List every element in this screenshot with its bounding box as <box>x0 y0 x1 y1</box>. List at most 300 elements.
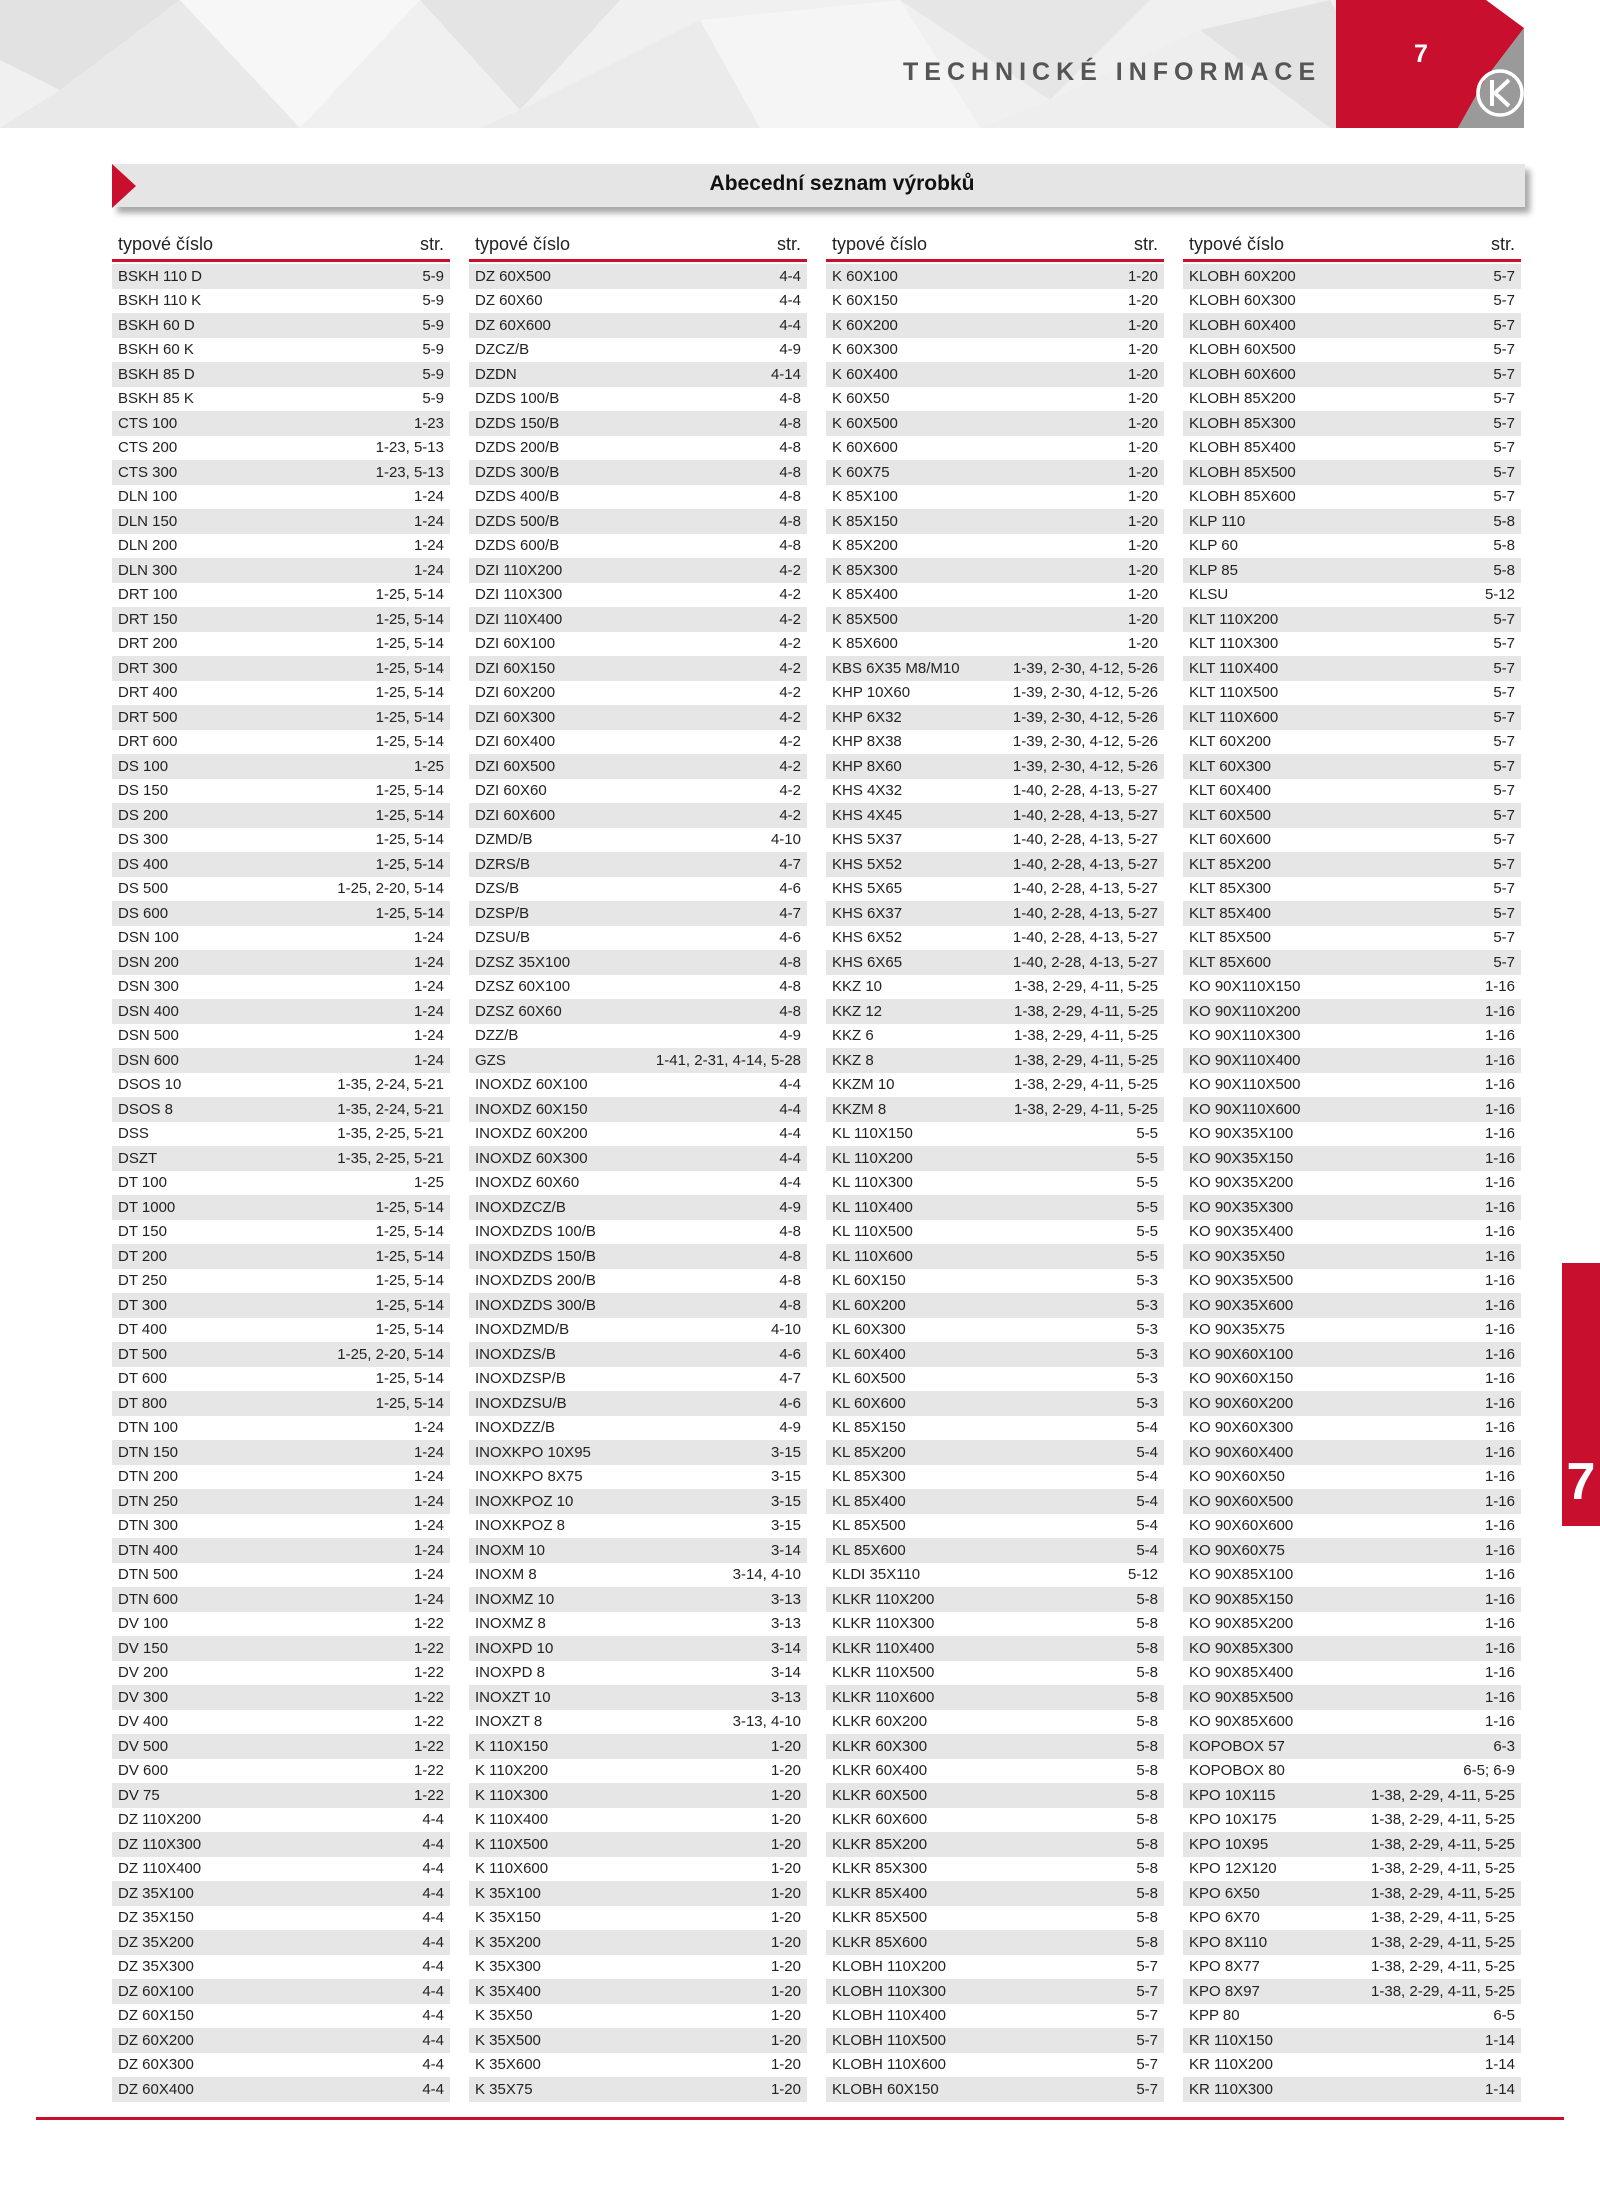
table-row <box>1183 1710 1521 1735</box>
product-code: DRT 200 <box>118 635 178 653</box>
product-page-ref: 1-25, 5-14 <box>375 1272 444 1290</box>
product-code: KO 90X35X50 <box>1189 1247 1285 1265</box>
product-code: KO 90X110X400 <box>1189 1051 1301 1069</box>
table-row <box>469 1489 807 1514</box>
product-code: INOXDZ 60X300 <box>475 1149 588 1167</box>
product-code: INOXDZDS 300/B <box>475 1296 596 1314</box>
product-page-ref: 1-20 <box>1127 390 1158 408</box>
product-code: INOXDZSP/B <box>475 1370 566 1388</box>
product-page-ref: 5-7 <box>1493 463 1515 481</box>
product-page-ref: 4-4 <box>779 1100 801 1118</box>
table-row <box>112 1563 450 1588</box>
product-code: DZI 110X300 <box>475 586 563 604</box>
table-row <box>469 1391 807 1416</box>
product-code: KLOBH 110X400 <box>832 2007 946 2025</box>
product-page-ref: 4-8 <box>779 537 801 555</box>
table-row <box>112 1097 450 1122</box>
column-header-page: str. <box>776 234 801 254</box>
product-page-ref: 1-20 <box>1127 463 1158 481</box>
product-page-ref: 4-4 <box>422 1958 444 1976</box>
product-page-ref: 1-20 <box>1127 365 1158 383</box>
table-row <box>469 1122 807 1147</box>
product-page-ref: 4-4 <box>422 1860 444 1878</box>
product-page-ref: 4-7 <box>779 904 801 922</box>
product-page-ref: 5-12 <box>1127 1566 1158 1584</box>
product-page-ref: 1-16 <box>1484 1174 1515 1192</box>
table-row <box>826 289 1164 314</box>
product-code: KO 90X60X50 <box>1189 1468 1285 1486</box>
product-code: INOXDZ 60X200 <box>475 1125 588 1143</box>
table-row <box>112 1342 450 1367</box>
product-code: DSN 300 <box>118 978 179 996</box>
table-row <box>469 436 807 461</box>
product-code: KO 90X85X500 <box>1189 1688 1294 1706</box>
product-page-ref: 4-2 <box>779 684 801 702</box>
product-code: KO 90X60X400 <box>1189 1443 1294 1461</box>
table-row <box>469 583 807 608</box>
product-code: KL 85X150 <box>832 1419 906 1437</box>
table-row <box>469 1783 807 1808</box>
product-page-ref: 1-38, 2-29, 4-11, 5-25 <box>1371 1811 1515 1829</box>
product-code: KO 90X85X150 <box>1189 1590 1294 1608</box>
product-code: DZSZ 60X60 <box>475 1002 562 1020</box>
product-page-ref: 1-20 <box>1127 341 1158 359</box>
product-page-ref: 1-23, 5-13 <box>375 439 444 457</box>
table-row <box>469 877 807 902</box>
table-row <box>1183 1097 1521 1122</box>
table-row <box>112 877 450 902</box>
table-row <box>1183 754 1521 779</box>
product-page-ref: 1-20 <box>1127 635 1158 653</box>
table-row <box>112 1906 450 1931</box>
product-code: DZ 35X100 <box>118 1884 194 1902</box>
product-page-ref: 1-20 <box>770 1835 801 1853</box>
product-page-ref: 5-8 <box>1136 1909 1158 1927</box>
product-code: KLOBH 60X500 <box>1189 341 1296 359</box>
product-code: KKZ 10 <box>832 978 883 996</box>
product-page-ref: 5-7 <box>1493 929 1515 947</box>
table-row <box>112 558 450 583</box>
product-code: DRT 100 <box>118 586 178 604</box>
product-page-ref: 1-16 <box>1484 1688 1515 1706</box>
product-code: KO 90X110X600 <box>1189 1100 1301 1118</box>
product-code: DTN 600 <box>118 1590 179 1608</box>
product-page-ref: 1-38, 2-29, 4-11, 5-25 <box>1371 1786 1515 1804</box>
product-page-ref: 5-8 <box>1136 1737 1158 1755</box>
table-row <box>826 656 1164 681</box>
product-code: DZ 35X300 <box>118 1958 194 1976</box>
product-page-ref: 5-7 <box>1493 708 1515 726</box>
table-row <box>826 1685 1164 1710</box>
table-row <box>826 1759 1164 1784</box>
product-code: KLOBH 85X400 <box>1189 439 1296 457</box>
table-row <box>469 1342 807 1367</box>
table-row <box>112 1587 450 1612</box>
product-code: DV 200 <box>118 1664 169 1682</box>
product-code: DTN 250 <box>118 1492 179 1510</box>
table-row <box>826 1563 1164 1588</box>
product-code: KPO 8X97 <box>1189 1982 1260 2000</box>
product-page-ref: 1-16 <box>1484 1002 1515 1020</box>
product-page-ref: 1-38, 2-29, 4-11, 5-25 <box>1371 1909 1515 1927</box>
product-column-4 <box>1183 230 1521 2102</box>
product-page-ref: 5-7 <box>1136 2056 1158 2074</box>
product-code: DZ 60X150 <box>118 2007 194 2025</box>
table-row <box>469 1171 807 1196</box>
table-row <box>826 1195 1164 1220</box>
table-row <box>112 705 450 730</box>
product-page-ref: 5-8 <box>1493 512 1515 530</box>
product-page-ref: 1-20 <box>770 1884 801 1902</box>
product-page-ref: 5-8 <box>1136 1762 1158 1780</box>
table-row <box>1183 1146 1521 1171</box>
product-page-ref: 4-4 <box>422 1982 444 2000</box>
product-code: KLDI 35X110 <box>832 1566 921 1584</box>
table-row <box>826 754 1164 779</box>
product-page-ref: 3-15 <box>770 1443 801 1461</box>
product-page-ref: 5-7 <box>1493 341 1515 359</box>
table-row <box>112 901 450 926</box>
product-code: DZ 35X150 <box>118 1909 194 1927</box>
product-code: KLT 85X400 <box>1189 904 1272 922</box>
product-page-ref: 4-4 <box>422 2031 444 2049</box>
product-code: DZSZ 35X100 <box>475 953 571 971</box>
product-code: KPP 80 <box>1189 2007 1240 2025</box>
product-page-ref: 1-24 <box>413 1419 444 1437</box>
table-row <box>112 1734 450 1759</box>
table-row <box>1183 828 1521 853</box>
table-row <box>826 2053 1164 2078</box>
product-page-ref: 4-4 <box>779 316 801 334</box>
table-row <box>1183 411 1521 436</box>
product-page-ref: 5-7 <box>1493 806 1515 824</box>
product-code: KKZ 6 <box>832 1027 874 1045</box>
product-code: DT 250 <box>118 1272 167 1290</box>
table-row <box>469 632 807 657</box>
product-code: KLP 60 <box>1189 537 1238 555</box>
table-row <box>469 1367 807 1392</box>
table-row <box>112 1440 450 1465</box>
table-row <box>1183 1857 1521 1882</box>
table-row <box>112 460 450 485</box>
table-row <box>112 754 450 779</box>
product-code: DS 500 <box>118 880 169 898</box>
product-page-ref: 1-25, 5-14 <box>375 1394 444 1412</box>
table-row <box>469 779 807 804</box>
product-code: K 35X500 <box>475 2031 541 2049</box>
table-row <box>826 338 1164 363</box>
product-page-ref: 4-4 <box>779 1076 801 1094</box>
product-page-ref: 4-9 <box>779 341 801 359</box>
product-page-ref: 3-13 <box>770 1615 801 1633</box>
table-row <box>826 1122 1164 1147</box>
product-code: KO 90X60X300 <box>1189 1419 1294 1437</box>
table-row <box>1183 1538 1521 1563</box>
product-code: KLT 85X600 <box>1189 953 1272 971</box>
product-page-ref: 1-22 <box>413 1713 444 1731</box>
table-row <box>1183 1171 1521 1196</box>
table-row <box>826 1024 1164 1049</box>
product-code: KLOBH 85X500 <box>1189 463 1296 481</box>
product-code: K 85X600 <box>832 635 898 653</box>
product-code: DT 300 <box>118 1296 167 1314</box>
table-row <box>1183 1048 1521 1073</box>
table-row <box>112 436 450 461</box>
product-code: KL 60X150 <box>832 1272 906 1290</box>
product-page-ref: 1-20 <box>1127 316 1158 334</box>
product-page-ref: 5-9 <box>422 365 444 383</box>
table-row <box>826 1489 1164 1514</box>
product-code: K 60X75 <box>832 463 890 481</box>
product-code: KL 110X200 <box>832 1149 913 1167</box>
product-code: DZDS 200/B <box>475 439 560 457</box>
product-page-ref: 4-10 <box>770 831 801 849</box>
table-row <box>112 632 450 657</box>
product-code: DZSP/B <box>475 904 530 922</box>
product-page-ref: 5-7 <box>1493 757 1515 775</box>
product-page-ref: 1-16 <box>1484 1027 1515 1045</box>
table-row <box>469 1146 807 1171</box>
product-code: DZ 110X200 <box>118 1811 202 1829</box>
table-row <box>469 338 807 363</box>
product-page-ref: 1-25, 5-14 <box>375 1247 444 1265</box>
product-code: DZ 110X400 <box>118 1860 202 1878</box>
table-row <box>112 999 450 1024</box>
product-page-ref: 1-38, 2-29, 4-11, 5-25 <box>1371 1835 1515 1853</box>
table-row <box>469 1048 807 1073</box>
product-code: BSKH 60 D <box>118 316 195 334</box>
product-code: CTS 200 <box>118 439 178 457</box>
product-code: INOXPD 10 <box>475 1639 554 1657</box>
table-row <box>826 2004 1164 2029</box>
product-page-ref: 1-16 <box>1484 1443 1515 1461</box>
product-page-ref: 5-8 <box>1136 1590 1158 1608</box>
product-code: KLT 110X300 <box>1189 635 1279 653</box>
table-row <box>469 1612 807 1637</box>
product-code: KLT 85X500 <box>1189 929 1272 947</box>
document-title: Abecední seznam výrobků <box>709 172 975 195</box>
product-page-ref: 1-16 <box>1484 1566 1515 1584</box>
table-row <box>826 803 1164 828</box>
product-page-ref: 5-4 <box>1136 1419 1158 1437</box>
product-code: KLKR 60X400 <box>832 1762 928 1780</box>
product-page-ref: 4-4 <box>422 1933 444 1951</box>
product-code: KO 90X60X100 <box>1189 1345 1294 1363</box>
product-code: DS 600 <box>118 904 169 922</box>
product-code: K 35X50 <box>475 2007 533 2025</box>
table-row <box>112 975 450 1000</box>
product-code: INOXDZCZ/B <box>475 1198 566 1216</box>
column-header-page: str. <box>1133 234 1158 254</box>
table-row <box>1183 2077 1521 2102</box>
product-page-ref: 5-3 <box>1136 1272 1158 1290</box>
table-row <box>1183 975 1521 1000</box>
product-page-ref: 4-8 <box>779 439 801 457</box>
product-page-ref: 3-13, 4-10 <box>732 1713 801 1731</box>
product-page-ref: 1-24 <box>413 1566 444 1584</box>
table-row <box>826 1636 1164 1661</box>
product-page-ref: 1-38, 2-29, 4-11, 5-25 <box>1371 1958 1515 1976</box>
product-page-ref: 5-5 <box>1136 1149 1158 1167</box>
table-row <box>1183 2028 1521 2053</box>
product-code: DZS/B <box>475 880 520 898</box>
product-code: KLT 85X200 <box>1189 855 1272 873</box>
product-page-ref: 4-8 <box>779 1247 801 1265</box>
product-code: DZSU/B <box>475 929 531 947</box>
product-code: K 60X50 <box>832 390 890 408</box>
product-code: KO 90X85X300 <box>1189 1639 1294 1657</box>
product-page-ref: 1-24 <box>413 537 444 555</box>
table-row <box>112 264 450 289</box>
product-code: KKZM 10 <box>832 1076 895 1094</box>
product-code: DZI 60X500 <box>475 757 556 775</box>
table-row <box>1183 632 1521 657</box>
table-row <box>826 950 1164 975</box>
product-code: KO 90X60X150 <box>1189 1370 1294 1388</box>
table-row <box>1183 1563 1521 1588</box>
product-code: KO 90X35X200 <box>1189 1174 1294 1192</box>
product-code: DZDS 500/B <box>475 512 560 530</box>
product-page-ref: 1-24 <box>413 929 444 947</box>
product-code: KPO 12X120 <box>1189 1860 1277 1878</box>
product-code: KHS 6X65 <box>832 953 903 971</box>
table-row <box>1183 1318 1521 1343</box>
product-page-ref: 5-12 <box>1484 586 1515 604</box>
product-code: DZ 60X500 <box>475 267 551 285</box>
table-row <box>112 362 450 387</box>
product-code: INOXKPOZ 8 <box>475 1517 566 1535</box>
table-row <box>469 1538 807 1563</box>
product-code: K 110X500 <box>475 1835 549 1853</box>
table-row <box>826 558 1164 583</box>
table-row <box>826 1342 1164 1367</box>
product-code: DS 200 <box>118 806 169 824</box>
product-page-ref: 1-38, 2-29, 4-11, 5-25 <box>1014 1027 1158 1045</box>
table-row <box>112 1955 450 1980</box>
product-code: KLP 85 <box>1189 561 1238 579</box>
product-code: INOXDZ 60X60 <box>475 1174 580 1192</box>
product-code: KLOBH 85X600 <box>1189 488 1296 506</box>
table-row <box>112 828 450 853</box>
product-page-ref: 4-6 <box>779 880 801 898</box>
product-page-ref: 4-8 <box>779 488 801 506</box>
product-code: DZ 60X600 <box>475 316 551 334</box>
table-row <box>1183 1808 1521 1833</box>
product-page-ref: 5-4 <box>1136 1492 1158 1510</box>
product-code: KHP 10X60 <box>832 684 911 702</box>
chapter-number: 7 <box>1566 1453 1596 1511</box>
product-page-ref: 1-40, 2-28, 4-13, 5-27 <box>1012 929 1158 947</box>
product-code: DZ 60X100 <box>118 1982 194 2000</box>
table-row <box>112 411 450 436</box>
product-page-ref: 4-2 <box>779 610 801 628</box>
product-code: KLOBH 60X150 <box>832 2080 939 2098</box>
product-code: DZI 60X100 <box>475 635 556 653</box>
table-row <box>826 362 1164 387</box>
product-code: KHP 8X60 <box>832 757 902 775</box>
table-row <box>112 1416 450 1441</box>
product-page-ref: 5-7 <box>1493 733 1515 751</box>
product-code: KL 60X300 <box>832 1321 906 1339</box>
table-row <box>826 1734 1164 1759</box>
table-row <box>469 730 807 755</box>
product-code: KPO 10X95 <box>1189 1835 1269 1853</box>
product-code: DZSZ 60X100 <box>475 978 571 996</box>
product-code: KLKR 60X600 <box>832 1811 928 1829</box>
table-row <box>469 681 807 706</box>
table-row <box>826 1465 1164 1490</box>
product-page-ref: 1-40, 2-28, 4-13, 5-27 <box>1012 855 1158 873</box>
product-page-ref: 1-20 <box>770 1786 801 1804</box>
product-page-ref: 5-4 <box>1136 1443 1158 1461</box>
product-page-ref: 1-20 <box>770 1933 801 1951</box>
product-code: DS 400 <box>118 855 169 873</box>
table-row <box>1183 803 1521 828</box>
product-page-ref: 1-16 <box>1484 1198 1515 1216</box>
table-row <box>469 1563 807 1588</box>
table-row <box>112 1636 450 1661</box>
product-page-ref: 1-24 <box>413 488 444 506</box>
table-row <box>826 975 1164 1000</box>
product-code: KOPOBOX 80 <box>1189 1762 1285 1780</box>
product-page-ref: 1-39, 2-30, 4-12, 5-26 <box>1012 684 1158 702</box>
product-page-ref: 1-25, 5-14 <box>375 904 444 922</box>
product-page-ref: 5-8 <box>1493 537 1515 555</box>
product-page-ref: 5-8 <box>1136 1811 1158 1829</box>
product-page-ref: 1-20 <box>770 1982 801 2000</box>
table-row <box>112 2028 450 2053</box>
product-page-ref: 1-38, 2-29, 4-11, 5-25 <box>1371 1982 1515 2000</box>
table-row <box>469 1979 807 2004</box>
table-row <box>1183 387 1521 412</box>
table-row <box>826 1048 1164 1073</box>
product-page-ref: 1-22 <box>413 1664 444 1682</box>
table-row <box>469 754 807 779</box>
table-row <box>469 313 807 338</box>
product-page-ref: 1-25, 5-14 <box>375 855 444 873</box>
product-code: KHS 4X32 <box>832 782 903 800</box>
product-code: KO 90X35X150 <box>1189 1149 1294 1167</box>
table-row <box>1183 1367 1521 1392</box>
product-code: KPO 10X115 <box>1189 1786 1276 1804</box>
product-code: DZI 60X400 <box>475 733 556 751</box>
product-page-ref: 4-2 <box>779 561 801 579</box>
table-row <box>1183 656 1521 681</box>
product-page-ref: 5-3 <box>1136 1321 1158 1339</box>
table-row <box>826 1171 1164 1196</box>
table-row <box>1183 901 1521 926</box>
product-code: DZI 60X200 <box>475 684 556 702</box>
product-code: KHS 4X45 <box>832 806 903 824</box>
table-row <box>1183 1416 1521 1441</box>
product-code: INOXKPO 8X75 <box>475 1468 583 1486</box>
product-page-ref: 5-7 <box>1493 316 1515 334</box>
product-page-ref: 1-38, 2-29, 4-11, 5-25 <box>1014 1100 1158 1118</box>
product-page-ref: 4-4 <box>422 2080 444 2098</box>
product-code: INOXZT 10 <box>475 1688 551 1706</box>
product-page-ref: 1-22 <box>413 1688 444 1706</box>
product-code: DLN 100 <box>118 488 178 506</box>
product-page-ref: 1-22 <box>413 1737 444 1755</box>
product-page-ref: 5-7 <box>1493 953 1515 971</box>
product-page-ref: 1-20 <box>770 2031 801 2049</box>
table-row <box>112 1293 450 1318</box>
product-code: KLOBH 110X600 <box>832 2056 946 2074</box>
product-code: INOXZT 8 <box>475 1713 543 1731</box>
product-code: DRT 300 <box>118 659 178 677</box>
product-code: KLT 60X200 <box>1189 733 1272 751</box>
table-row <box>112 656 450 681</box>
